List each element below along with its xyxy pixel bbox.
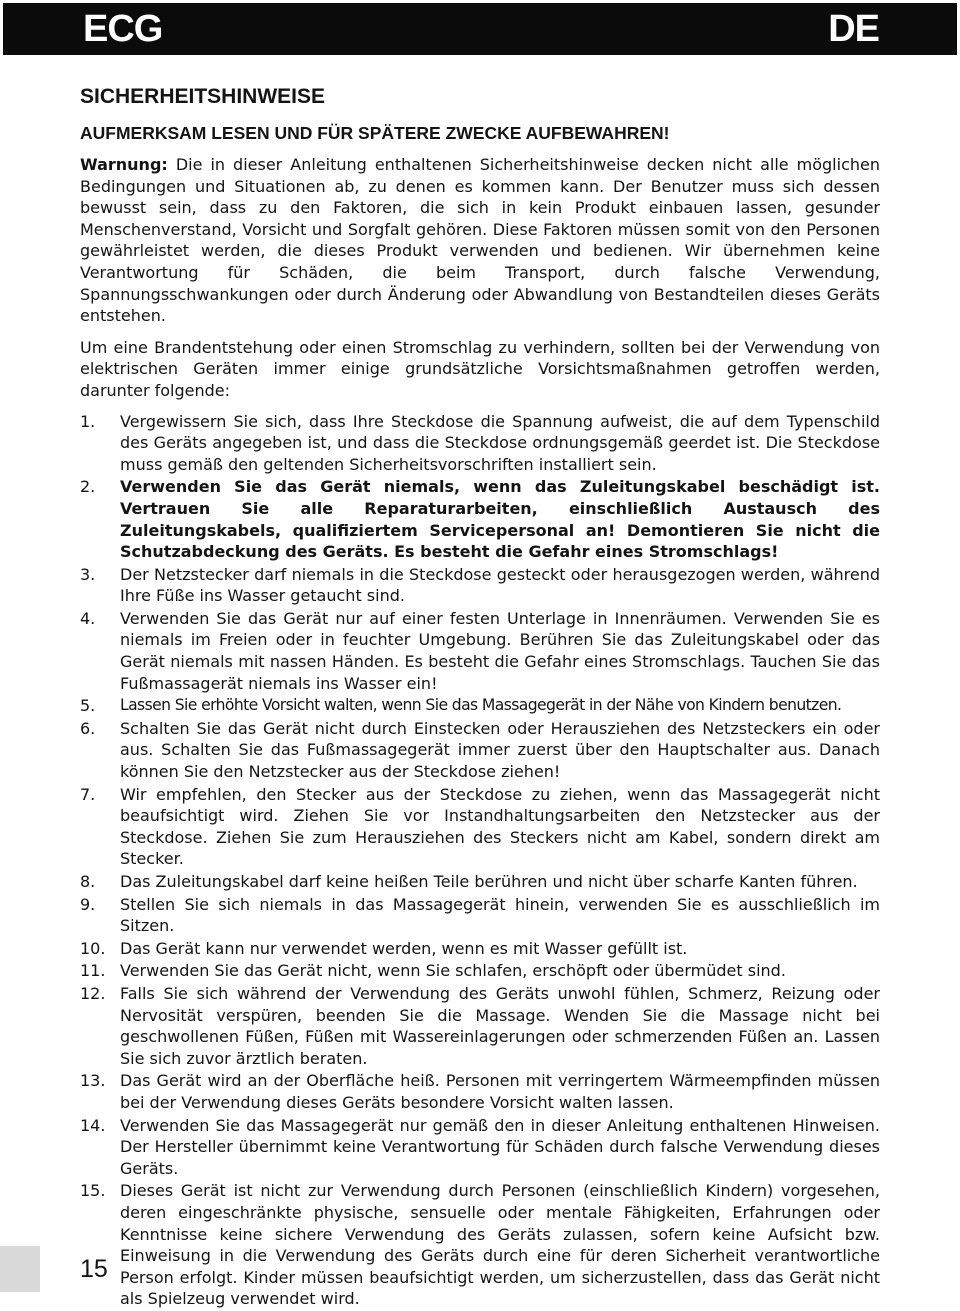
safety-list: [80, 411, 880, 1310]
item-number: 1.: [80, 411, 96, 431]
list-item: [80, 938, 880, 960]
list-item: [80, 476, 880, 562]
item-number: 12.: [80, 983, 106, 1003]
brand-logo: ECG: [83, 8, 163, 50]
page-subtitle: AUFMERKSAM LESEN UND FÜR SPÄTERE ZWECKE AUFBEWAHREN!: [80, 123, 670, 143]
list-item: [80, 1180, 880, 1310]
item-number: 10.: [80, 938, 106, 958]
list-item: [80, 411, 880, 476]
item-text: Verwenden Sie das Gerät nur auf einer festen Unterlage in Innenräumen. Verwenden Sie es niemals im Freien oder in feuchter Umgebung. Berühren Sie das Zuleitungskabel oder das Gerät niemals mit nassen Händen. Es besteht die Gefahr eines Stromschlags. Tauchen Sie das Fußmassagerät niemals ins Wasser ein!: [120, 608, 880, 693]
item-text: Verwenden Sie das Gerät nicht, wenn Sie schlafen, erschöpft oder übermüdet sind.: [120, 961, 786, 981]
item-number: 9.: [80, 894, 96, 914]
item-number: 11.: [80, 961, 106, 981]
language-code: DE: [828, 8, 879, 50]
item-text: Verwenden Sie das Gerät niemals, wenn das Zuleitungskabel beschädigt ist. Vertrauen Sie alle Reparaturarbeiten, einschließlich Austausch des Zuleitungskabels, qualifiziertem Servicepersonal an! Demontieren Sie nicht die Schutzabdeckung des Geräts. Es besteht die Gefahr eines Stromschlags!: [120, 477, 880, 562]
item-number: 2.: [80, 477, 96, 497]
item-text: Dieses Gerät ist nicht zur Verwendung durch Personen (einschließlich Kindern) vorgesehen, deren eingeschränkte physische, sensuelle oder mentale Fähigkeiten, Erfahrungen oder Kenntnisse keine sichere Verwendung des Geräts zulassen, sofern keine Aufsicht bzw. Einweisung in die Verwendung des Geräts durch eine für deren Sicherheit verantwortliche Person erfolgt. Kinder müssen beaufsichtigt werden, um sicherzustellen, dass das Gerät nicht als Spielzeug verwendet wird.: [120, 1181, 880, 1309]
list-item: [80, 871, 880, 893]
item-text: Das Zuleitungskabel darf keine heißen Teile berühren und nicht über scharfe Kanten führen.: [120, 872, 858, 891]
item-number: 7.: [80, 784, 96, 804]
warning-text: Die in dieser Anleitung enthaltenen Sicherheitshinweise decken nicht alle möglichen Bedingungen und Situationen ab, zu denen es kommen kann. Der Benutzer muss sich dessen bewusst sein, dass zu den Faktoren, die sich in kein Produkt einbauen lassen, gesunder Menschenverstand, Vorsicht und Sorgfalt gehören. Diese Faktoren müssen somit von den Personen gewährleistet werden, die dieses Produkt verwenden und bedienen. Wir übernehmen keine Verantwortung für Schäden, die beim Transport, durch falsche Verwendung, Spannungsschwankungen oder durch Änderung oder Abwandlung von Bestandteilen dieses Geräts entstehen.: [80, 155, 880, 326]
list-item: [80, 1070, 880, 1113]
item-text: Vergewissern Sie sich, dass Ihre Steckdose die Spannung aufweist, die auf dem Typenschild des Geräts angegeben ist, und dass die Steckdose ordnungsgemäß geerdet ist. Die Steckdose muss gemäß den geltenden Sicherheitsvorschriften installiert sein.: [120, 411, 880, 474]
list-item: [80, 695, 880, 717]
warning-paragraph: [80, 154, 880, 327]
item-number: 3.: [80, 564, 96, 584]
list-item: [80, 784, 880, 870]
item-number: 5.: [80, 696, 96, 716]
item-number: 13.: [80, 1071, 106, 1091]
list-item: [80, 718, 880, 783]
list-item: [80, 564, 880, 607]
warning-label: Warnung:: [80, 155, 168, 174]
item-text: Stellen Sie sich niemals in das Massagegerät hinein, verwenden Sie es ausschließlich im Sitzen.: [120, 894, 880, 936]
page-title: SICHERHEITSHINWEISE: [80, 85, 326, 108]
item-text: Schalten Sie das Gerät nicht durch Einstecken oder Herausziehen des Netzsteckers ein oder aus. Schalten Sie das Fußmassagegerät immer zuerst über den Hauptschalter aus. Danach können Sie den Netzstecker aus der Steckdose ziehen!: [120, 718, 880, 782]
list-item: [80, 960, 880, 982]
item-text: Der Netzstecker darf niemals in die Steckdose gesteckt oder herausgezogen werden, während Ihre Füße ins Wasser getaucht sind.: [120, 564, 880, 606]
list-item: [80, 983, 880, 1069]
item-text: Verwenden Sie das Massagegerät nur gemäß den in dieser Anleitung enthaltenen Hinweisen. Der Hersteller übernimmt keine Verantwortung für Schäden durch falsche Verwendung dieses Geräts.: [120, 1115, 880, 1178]
item-number: 14.: [80, 1115, 106, 1135]
list-item: [80, 894, 880, 937]
item-text: Das Gerät wird an der Oberfläche heiß. Personen mit verringertem Wärmeempfinden müssen bei der Verwendung dieses Geräts besondere Vorsicht walten lassen.: [120, 1071, 880, 1112]
item-number: 6.: [80, 718, 96, 738]
document-body: [80, 84, 880, 1311]
item-text: Das Gerät kann nur verwendet werden, wenn es mit Wasser gefüllt ist.: [120, 938, 688, 958]
intro-paragraph: Um eine Brandentstehung oder einen Stromschlag zu verhindern, sollten bei der Verwendung von elektrischen Geräten immer einige grundsätzliche Vorsichtsmaßnahmen getroffen werden, darunter folgende:: [80, 337, 880, 400]
item-text: Falls Sie sich während der Verwendung des Geräts unwohl fühlen, Schmerz, Reizung oder Nervosität verspüren, beenden Sie die Massage. Wenden Sie die Massage nicht bei geschwollenen Füßen, Füßen mit Wassereinlagerungen oder schmerzenden Füßen an. Lassen Sie sich zuvor ärztlich beraten.: [120, 983, 880, 1068]
page-edge-tab: [0, 1246, 40, 1292]
page-number: 15: [80, 1255, 108, 1283]
list-item: [80, 1115, 880, 1180]
header-bar: [3, 3, 957, 55]
item-text: Lassen Sie erhöhte Vorsicht walten, wenn Sie das Massagegerät in der Nähe von Kindern benutzen.: [120, 696, 842, 715]
list-item: [80, 608, 880, 694]
item-number: 15.: [80, 1181, 106, 1201]
item-text: Wir empfehlen, den Stecker aus der Steckdose zu ziehen, wenn das Massagegerät nicht beaufsichtigt wird. Ziehen Sie vor Instandhaltungsarbeiten den Netzstecker aus der Steckdose. Ziehen Sie zum Herausziehen des Steckers nicht am Kabel, sondern direkt am Stecker.: [120, 784, 880, 869]
item-number: 4.: [80, 608, 96, 628]
item-number: 8.: [80, 872, 96, 891]
